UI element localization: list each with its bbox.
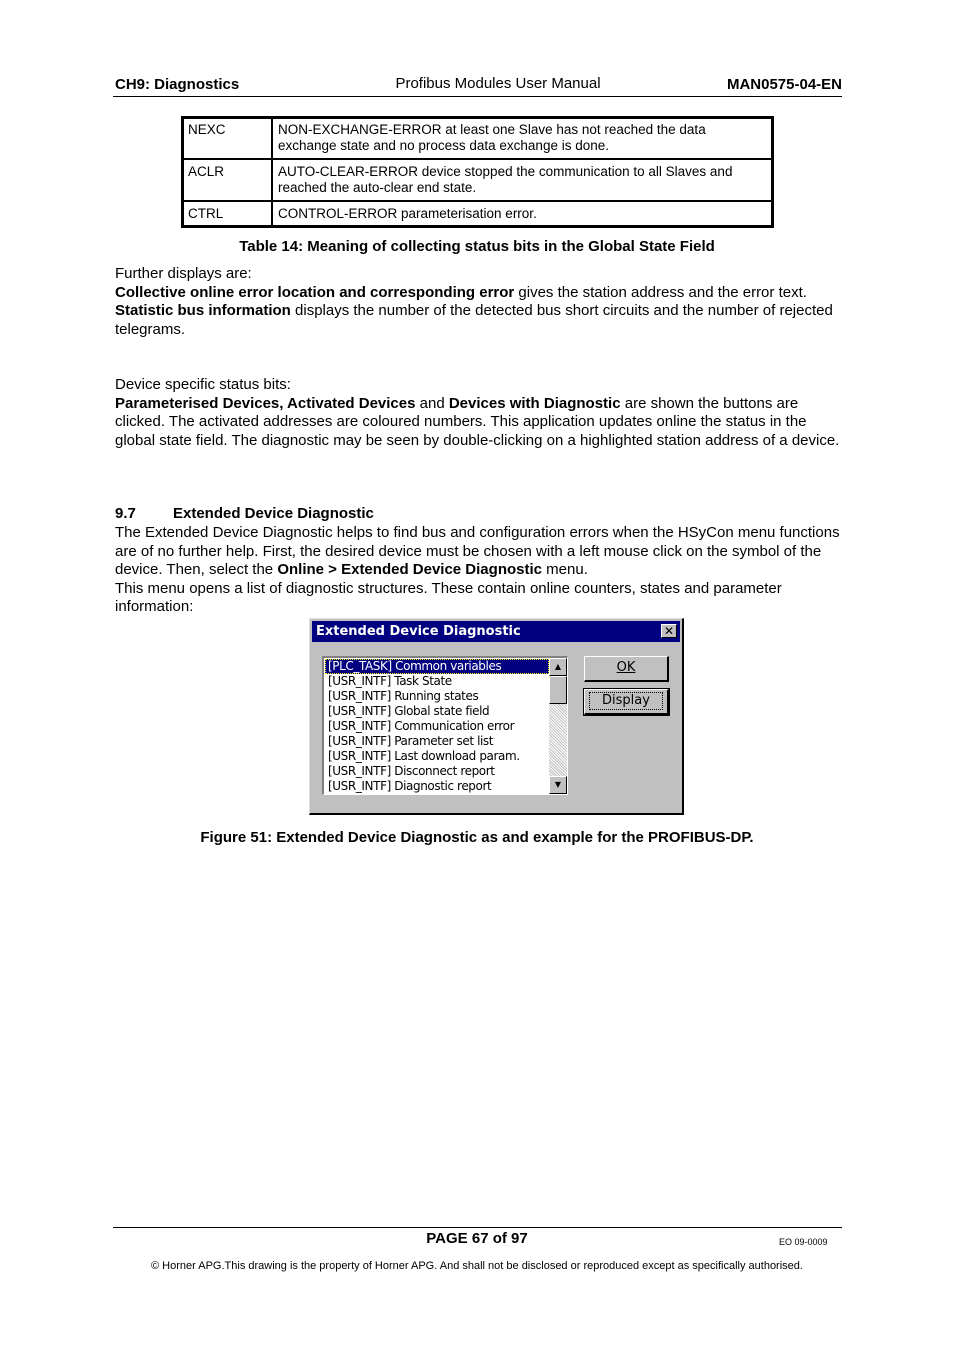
statistic-term: Statistic bus information [115, 302, 291, 319]
display-label: Display [589, 692, 663, 710]
dialog-titlebar [312, 621, 680, 642]
list-item[interactable]: [USR_INTF] Parameter set list [328, 734, 494, 748]
table-caption: Table 14: Meaning of collecting status bits in the Global State Field [239, 238, 715, 255]
status-meaning: NON-EXCHANGE-ERROR at least one Slave has not reached the data exchange state and no process data exchange is done. [272, 117, 773, 159]
section-paragraph [115, 524, 842, 580]
status-meaning: AUTO-CLEAR-ERROR device stopped the communication to all Slaves and reached the auto-clear end state. [272, 159, 773, 201]
device-text: are shown the buttons are clicked. The activated addresses are coloured numbers. This application updates online the status in the global state field. The diagnostic may be seen by double-clicking on a highlighted station address of a device. [115, 394, 840, 449]
status-code: CTRL [182, 201, 272, 227]
vertical-scrollbar[interactable] [549, 658, 567, 794]
scroll-thumb[interactable] [549, 676, 567, 704]
statistic-paragraph [115, 302, 842, 339]
section-body [115, 524, 842, 617]
device-paragraph [115, 395, 842, 451]
section-paragraph-2: This menu opens a list of diagnostic structures. These contain online counters, states and parameter information: [115, 579, 782, 615]
copyright-notice: © Horner APG.This drawing is the property of Horner APG. And shall not be disclosed or reproduced except as specifically authorised. [151, 1260, 803, 1272]
diag-term: Devices with Diagnostic [448, 394, 621, 412]
display-button[interactable] [584, 689, 669, 715]
statistic-text: displays the number of the detected bus short circuits and the number of rejected telegrams. [115, 302, 833, 338]
manual-title: Profibus Modules User Manual [395, 75, 601, 92]
list-item[interactable]: [USR_INTF] Disconnect report [328, 764, 495, 778]
further-intro: Further displays are: [115, 265, 252, 282]
page-number: PAGE 67 of 97 [426, 1230, 528, 1247]
close-icon[interactable]: ✕ [661, 624, 677, 638]
ok-button[interactable] [584, 656, 669, 682]
figure-caption: Figure 51: Extended Device Diagnostic as and example for the PROFIBUS-DP. [200, 829, 754, 846]
ok-label: OK [616, 660, 636, 675]
status-meaning: CONTROL-ERROR parameterisation error. [272, 201, 773, 227]
diagnostic-structure-list[interactable] [322, 656, 568, 795]
menu-path: Online > Extended Device Diagnostic [277, 561, 542, 578]
extended-diagnostic-dialog [309, 618, 684, 815]
param-term: Parameterised Devices, Activated Devices [115, 394, 416, 412]
table-row [182, 159, 773, 201]
collective-term: Collective online error location and corresponding error [115, 283, 515, 301]
device-status-block [115, 376, 842, 450]
list-item[interactable]: [USR_INTF] Global state field [328, 704, 490, 718]
section-number: 9.7 [115, 505, 136, 522]
section-heading [115, 505, 374, 522]
eo-number: EO 09-0009 [779, 1237, 828, 1247]
collective-paragraph [115, 284, 842, 303]
table-row [182, 117, 773, 159]
scroll-down-icon[interactable]: ▼ [549, 776, 567, 794]
device-intro: Device specific status bits: [115, 376, 291, 393]
dialog-title: Extended Device Diagnostic [316, 624, 521, 639]
status-code: ACLR [182, 159, 272, 201]
section-text-start: The Extended Device Diagnostic helps to find bus and configuration errors when the HSyCon menu functions are of no further help. First, the desired device must be chosen with a left mouse click on the symbol of the device. Then, select the [115, 524, 840, 578]
status-code: NEXC [182, 117, 272, 159]
list-item[interactable]: [USR_INTF] Communication error [328, 719, 515, 733]
document-number: MAN0575-04-EN [726, 76, 842, 93]
footer-divider [113, 1227, 842, 1228]
list-item[interactable]: [USR_INTF] Last download param. [328, 749, 520, 763]
header-divider [113, 96, 842, 97]
list-item[interactable]: [PLC_TASK] Common variables [325, 659, 549, 674]
chapter-title: CH9: Diagnostics [115, 76, 240, 93]
further-displays-block [115, 265, 842, 339]
table-row [182, 201, 773, 227]
section-text-end: menu. [542, 561, 588, 578]
list-items [325, 659, 549, 794]
list-item[interactable]: [USR_INTF] Running states [328, 689, 479, 703]
and-text: and [415, 394, 449, 412]
list-item[interactable]: [USR_INTF] Task State [328, 674, 452, 688]
status-bits-table [181, 116, 774, 228]
scroll-up-icon[interactable]: ▲ [549, 658, 567, 676]
section-title: Extended Device Diagnostic [173, 505, 374, 522]
collective-text: gives the station address and the error text. [514, 283, 807, 301]
list-item[interactable]: [USR_INTF] Diagnostic report [328, 779, 492, 793]
